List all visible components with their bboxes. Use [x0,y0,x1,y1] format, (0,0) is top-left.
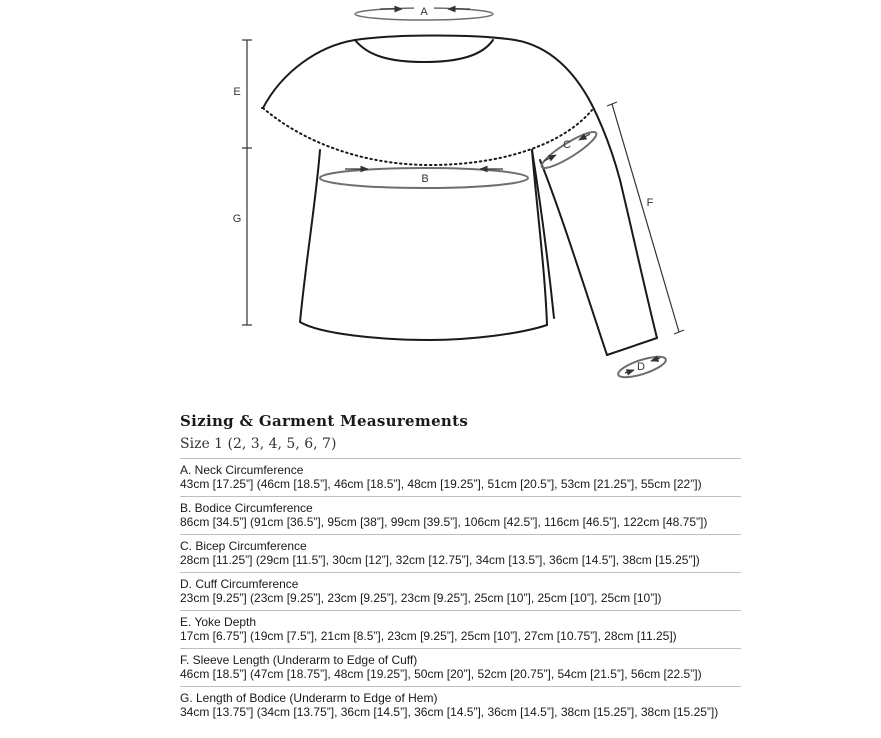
section-title: Sizing & Garment Measurements [180,412,469,430]
label-b: B [421,173,429,185]
measurement-values: 34cm [13.75”] (34cm [13.75”], 36cm [14.5”], 36cm [14.5”], 36cm [14.5”], 38cm [15.25”], 38cm [15.25”]) [180,704,719,719]
measurement-row [180,649,741,687]
sweater-outline [262,36,657,356]
neckline [355,40,493,62]
measurement-row [180,687,741,725]
measurement-label: A. Neck Circumference [180,463,304,477]
measurement-label: C. Bicep Circumference [180,539,307,553]
label-a: A [420,6,428,18]
measure-a-neck [355,3,493,20]
yoke-outline [263,36,592,109]
measurement-values: 46cm [18.5”] (47cm [18.75”], 48cm [19.25”], 50cm [20”], 52cm [20.75”], 54cm [21.5”], 56cm [22.5”]) [180,666,702,681]
label-g: G [232,213,242,225]
measurement-label: B. Bodice Circumference [180,501,313,515]
measurement-row [180,611,741,649]
measurement-row [180,535,741,573]
sizing-section [180,410,741,725]
measurement-label: G. Length of Bodice (Underarm to Edge of Hem) [180,691,438,705]
label-d: D [637,361,645,373]
measure-b-bodice [320,168,528,188]
measure-e-g-vertical [242,40,252,325]
measurement-label: D. Cuff Circumference [180,577,299,591]
measurement-values: 28cm [11.25”] (29cm [11.5”], 30cm [12”], 32cm [12.75”], 34cm [13.5”], 36cm [14.5”], 38cm [15.25”]) [180,552,700,567]
measure-c-bicep [538,127,600,173]
measurement-values: 23cm [9.25”] (23cm [9.25”], 23cm [9.25”], 23cm [9.25”], 25cm [10”], 25cm [10”], 25cm [10”]) [180,590,662,605]
measurement-row [180,497,741,535]
measurement-row [180,459,741,497]
sleeve-bottom-edge [540,160,607,355]
sizes-line: Size 1 (2, 3, 4, 5, 6, 7) [180,436,337,452]
underarm-edge [532,150,554,318]
measurement-values: 17cm [6.75”] (19cm [7.5”], 21cm [8.5”], 23cm [9.25”], 25cm [10”], 27cm [10.75”], 28cm [11.25]) [180,628,677,643]
measure-f-sleeve [607,102,684,334]
measure-d-cuff [616,353,668,382]
label-e: E [233,86,241,98]
measurement-values: 86cm [34.5”] (91cm [36.5”], 95cm [38”], 99cm [39.5”], 106cm [42.5”], 116cm [46.5”], 122cm [48.75”]) [180,514,708,529]
label-f: F [646,197,654,209]
measurement-label: E. Yoke Depth [180,615,257,629]
measurement-values: 43cm [17.25”] (46cm [18.5”], 46cm [18.5”], 48cm [19.25”], 51cm [20.5”], 53cm [21.25”], 55cm [22”]) [180,476,702,491]
label-c: C [563,139,571,151]
measurement-label: F. Sleeve Length (Underarm to Edge of Cuff) [180,653,418,667]
yoke-seam-dotted [263,108,592,165]
sleeve-top-edge [592,105,657,338]
measurement-row [180,573,741,611]
cuff-edge [607,338,657,355]
measurements-table [180,458,741,725]
